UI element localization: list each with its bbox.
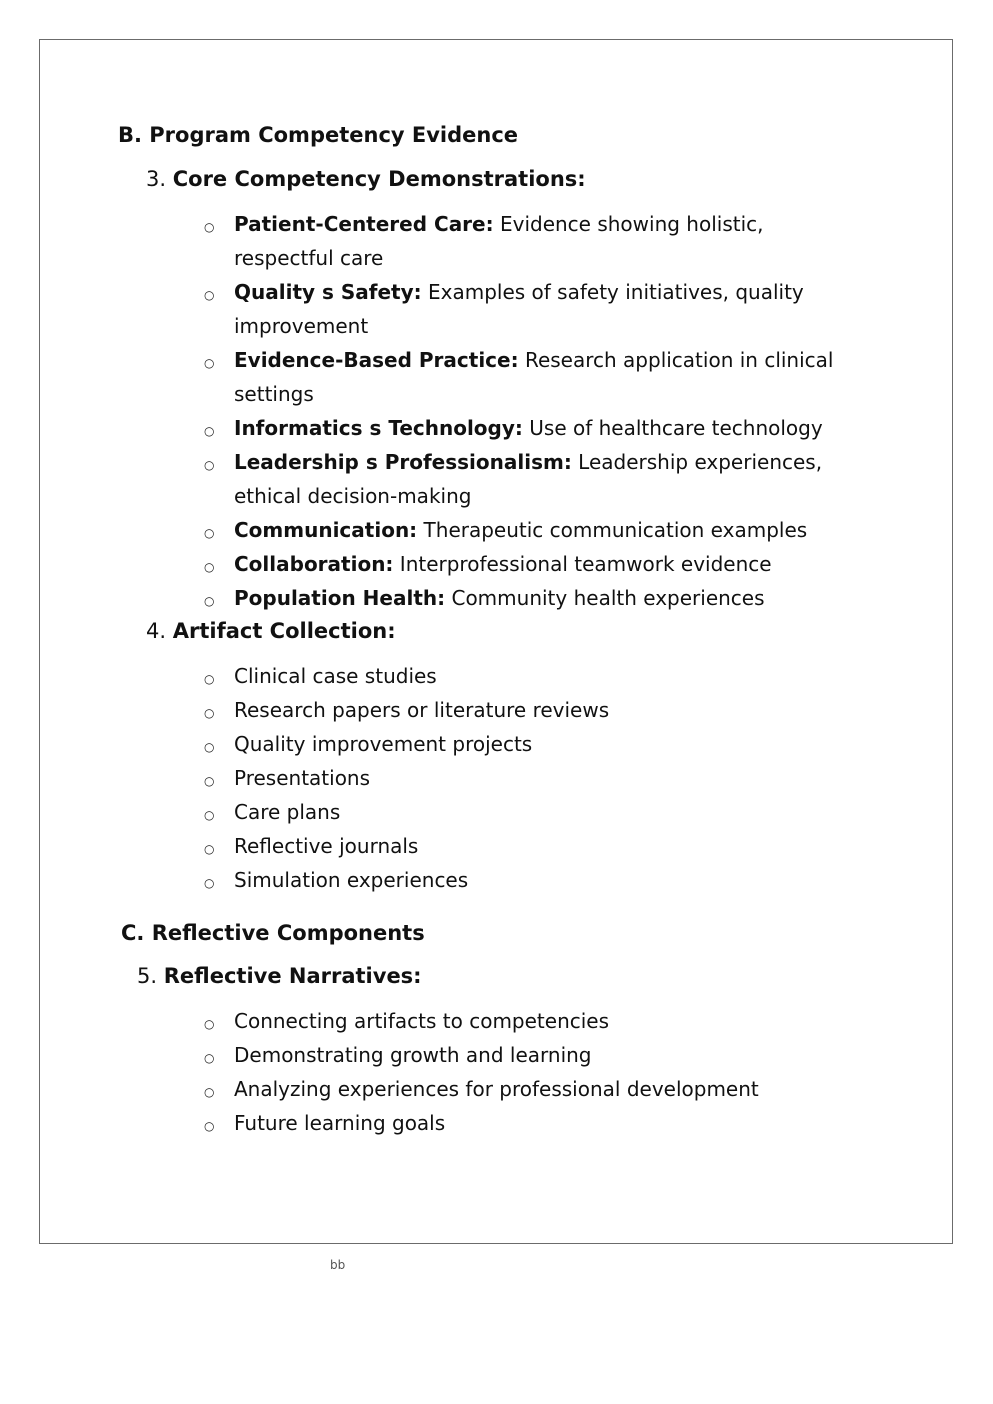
item-5-heading [137,962,422,990]
bullet-icon: ○ [204,424,215,438]
list-item: ○ Quality s Safety: Examples of safety initiatives, quality improvement [204,275,844,343]
list-item: ○ Clinical case studies [204,659,844,693]
bullet-icon: ○ [204,526,215,540]
artifact-list [204,659,844,897]
bullet-icon: ○ [204,1017,215,1031]
bullet-icon: ○ [204,288,215,302]
item-5-title: Reflective Narratives: [163,964,422,988]
list-item: ○ Presentations [204,761,844,795]
item-5-number: 5. [137,964,158,988]
list-item: ○ Reflective journals [204,829,844,863]
list-item: ○ Informatics s Technology: Use of healthcare technology [204,411,844,445]
item-3-heading [146,165,586,193]
item-3-number: 3. [146,167,167,191]
item-4-number: 4. [146,619,167,643]
section-b-heading: B. Program Competency Evidence [118,123,519,147]
reflective-narratives-list [204,1004,844,1140]
list-item: ○ Leadership s Professionalism: Leadership experiences, ethical decision-making [204,445,844,513]
bullet-icon: ○ [204,1051,215,1065]
item-4-title: Artifact Collection: [172,619,396,643]
bullet-icon: ○ [204,1119,215,1133]
bullet-icon: ○ [204,594,215,608]
bullet-icon: ○ [204,672,215,686]
bullet-icon: ○ [204,1085,215,1099]
list-item: ○ Demonstrating growth and learning [204,1038,844,1072]
bullet-icon: ○ [204,220,215,234]
list-item: ○ Collaboration: Interprofessional teamwork evidence [204,547,844,581]
list-item: ○ Patient-Centered Care: Evidence showing holistic, respectful care [204,207,844,275]
list-item: ○ Analyzing experiences for professional development [204,1072,844,1106]
list-item: ○ Communication: Therapeutic communication examples [204,513,844,547]
list-item: ○ Simulation experiences [204,863,844,897]
list-item: ○ Future learning goals [204,1106,844,1140]
bullet-icon: ○ [204,876,215,890]
item-3-title: Core Competency Demonstrations: [172,167,586,191]
list-item: ○ Population Health: Community health experiences [204,581,844,615]
bullet-icon: ○ [204,458,215,472]
page-footer: bb [330,1258,346,1272]
bullet-icon: ○ [204,560,215,574]
item-4-heading [146,617,396,645]
bullet-icon: ○ [204,774,215,788]
bullet-icon: ○ [204,808,215,822]
list-item: ○ Evidence-Based Practice: Research application in clinical settings [204,343,844,411]
list-item: ○ Quality improvement projects [204,727,844,761]
section-c-heading: C. Reflective Components [121,921,425,945]
list-item: ○ Care plans [204,795,844,829]
list-item: ○ Research papers or literature reviews [204,693,844,727]
bullet-icon: ○ [204,740,215,754]
list-item: ○ Connecting artifacts to competencies [204,1004,844,1038]
bullet-icon: ○ [204,356,215,370]
bullet-icon: ○ [204,706,215,720]
bullet-icon: ○ [204,842,215,856]
core-competency-list [204,207,844,615]
